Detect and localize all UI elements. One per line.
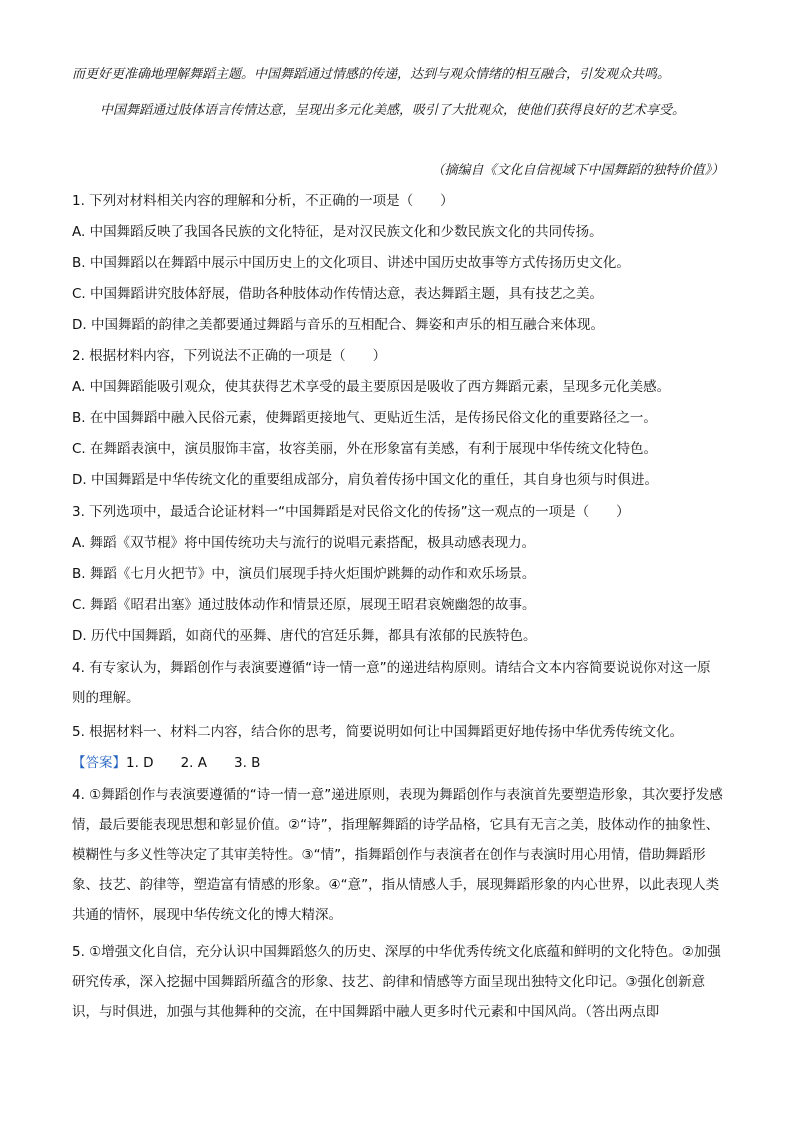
question-3-option-b: B. 舞蹈《七月火把节》中，演员们展现手持火炬围炉跳舞的动作和欢乐场景。 (72, 566, 536, 582)
question-2-option-b: B. 在中国舞蹈中融入民俗元素，使舞蹈更接地气、更贴近生活，是传扬民俗文化的重要路径之一。 (72, 410, 657, 426)
question-4-stem: 4. 有专家认为，舞蹈创作与表演要遵循“诗一情一意”的递进结构原则。请结合文本内容简要说说你对这一原则的理解。 (72, 660, 711, 706)
question-1-option-b: B. 中国舞蹈以在舞蹈中展示中国历史上的文化项目、讲述中国历史故事等方式传扬历史文化。 (72, 255, 630, 271)
question-3-option-c: C. 舞蹈《昭君出塞》通过肢体动作和情景还原，展现王昭君哀婉幽怨的故事。 (72, 597, 536, 613)
question-1-option-a: A. 中国舞蹈反映了我国各民族的文化特征，是对汉民族文化和少数民族文化的共同传扬。 (72, 224, 603, 240)
question-3-stem: 3. 下列选项中，最适合论证材料一“中国舞蹈是对民俗文化的传扬”这一观点的一项是（ ） (72, 504, 630, 520)
question-1-option-c: C. 中国舞蹈讲究肢体舒展，借助各种肢体动作传情达意，表达舞蹈主题，具有技艺之美。 (72, 286, 604, 302)
question-1-stem: 1. 下列对材料相关内容的理解和分析，不正确的一项是（ ） (72, 193, 454, 209)
explanation-q5: 5. ①增强文化自信，充分认识中国舞蹈悠久的历史、深厚的中华优秀传统文化底蕴和鲜明的文化特色。②加强研究传承，深入挖掘中国舞蹈所蕴含的形象、技艺、韵律和情感等方面呈现出独特文化印记。③强化创新意识，与时俱进，加强与其他舞种的交流，在中国舞蹈中融人更多时代元素和中国风尚。（答出两点即 (72, 944, 721, 1020)
question-2-option-d: D. 中国舞蹈是中华传统文化的重要组成部分，肩负着传扬中国文化的重任，其自身也须与时俱进。 (72, 472, 658, 488)
answer-line (72, 748, 724, 778)
explanation-q4: 4. ①舞蹈创作与表演要遵循的“诗一情一意”递进原则，表现为舞蹈创作与表演首先要塑造形象，其次要抒发感情，最后要能表现思想和彰显价值。②“诗”，指理解舞蹈的诗学品格，它具有无言之美，肢体动作的抽象性、模糊性与多义性等决定了其审美特性。③“情”，指舞蹈创作与表演者在创作与表演时用心用情，借助舞蹈形象、技艺、韵律等，塑造富有情感的形象。④“意”，指从情感人手，展现舞蹈形象的内心世界，以此表现人类共通的情怀，展现中华传统文化的博大精深。 (72, 787, 723, 923)
question-2-stem: 2. 根据材料内容，下列说法不正确的一项是（ ） (72, 348, 387, 364)
question-5-stem: 5. 根据材料一、材料二内容，结合你的思考，简要说明如何让中国舞蹈更好地传扬中华优秀传统文化。 (72, 724, 684, 740)
question-3-option-d: D. 历代中国舞蹈，如商代的巫舞、唐代的宫廷乐舞，都具有浓郁的民族特色。 (72, 628, 537, 644)
passage-line: 而更好更准确地理解舞蹈主题。中国舞蹈通过情感的传递，达到与观众情绪的相互融合，引发观众共鸣。 (72, 67, 671, 82)
passage-source: （摘编自《文化自信视域下中国舞蹈的独特价值》） (431, 163, 724, 178)
answer-tag: 【答案】 (72, 755, 126, 771)
answer-text: 1. D 2. A 3. B (126, 755, 261, 771)
question-2-option-a: A. 中国舞蹈能吸引观众，使其获得艺术享受的最主要原因是吸收了西方舞蹈元素，呈现多元化美感。 (72, 379, 671, 395)
question-1-option-d: D. 中国舞蹈的韵律之美都要通过舞蹈与音乐的互相配合、舞姿和声乐的相互融合来体现。 (72, 317, 604, 333)
question-3-option-a: A. 舞蹈《双节棍》将中国传统功夫与流行的说唱元素搭配，极具动感表现力。 (72, 535, 536, 551)
passage-paragraph: 中国舞蹈通过肢体语言传情达意，呈现出多元化美感，吸引了大批观众，使他们获得良好的艺术享受。 (100, 103, 686, 118)
question-2-option-c: C. 在舞蹈表演中，演员服饰丰富，妆容美丽，外在形象富有美感，有利于展现中华传统文化特色。 (72, 441, 658, 457)
